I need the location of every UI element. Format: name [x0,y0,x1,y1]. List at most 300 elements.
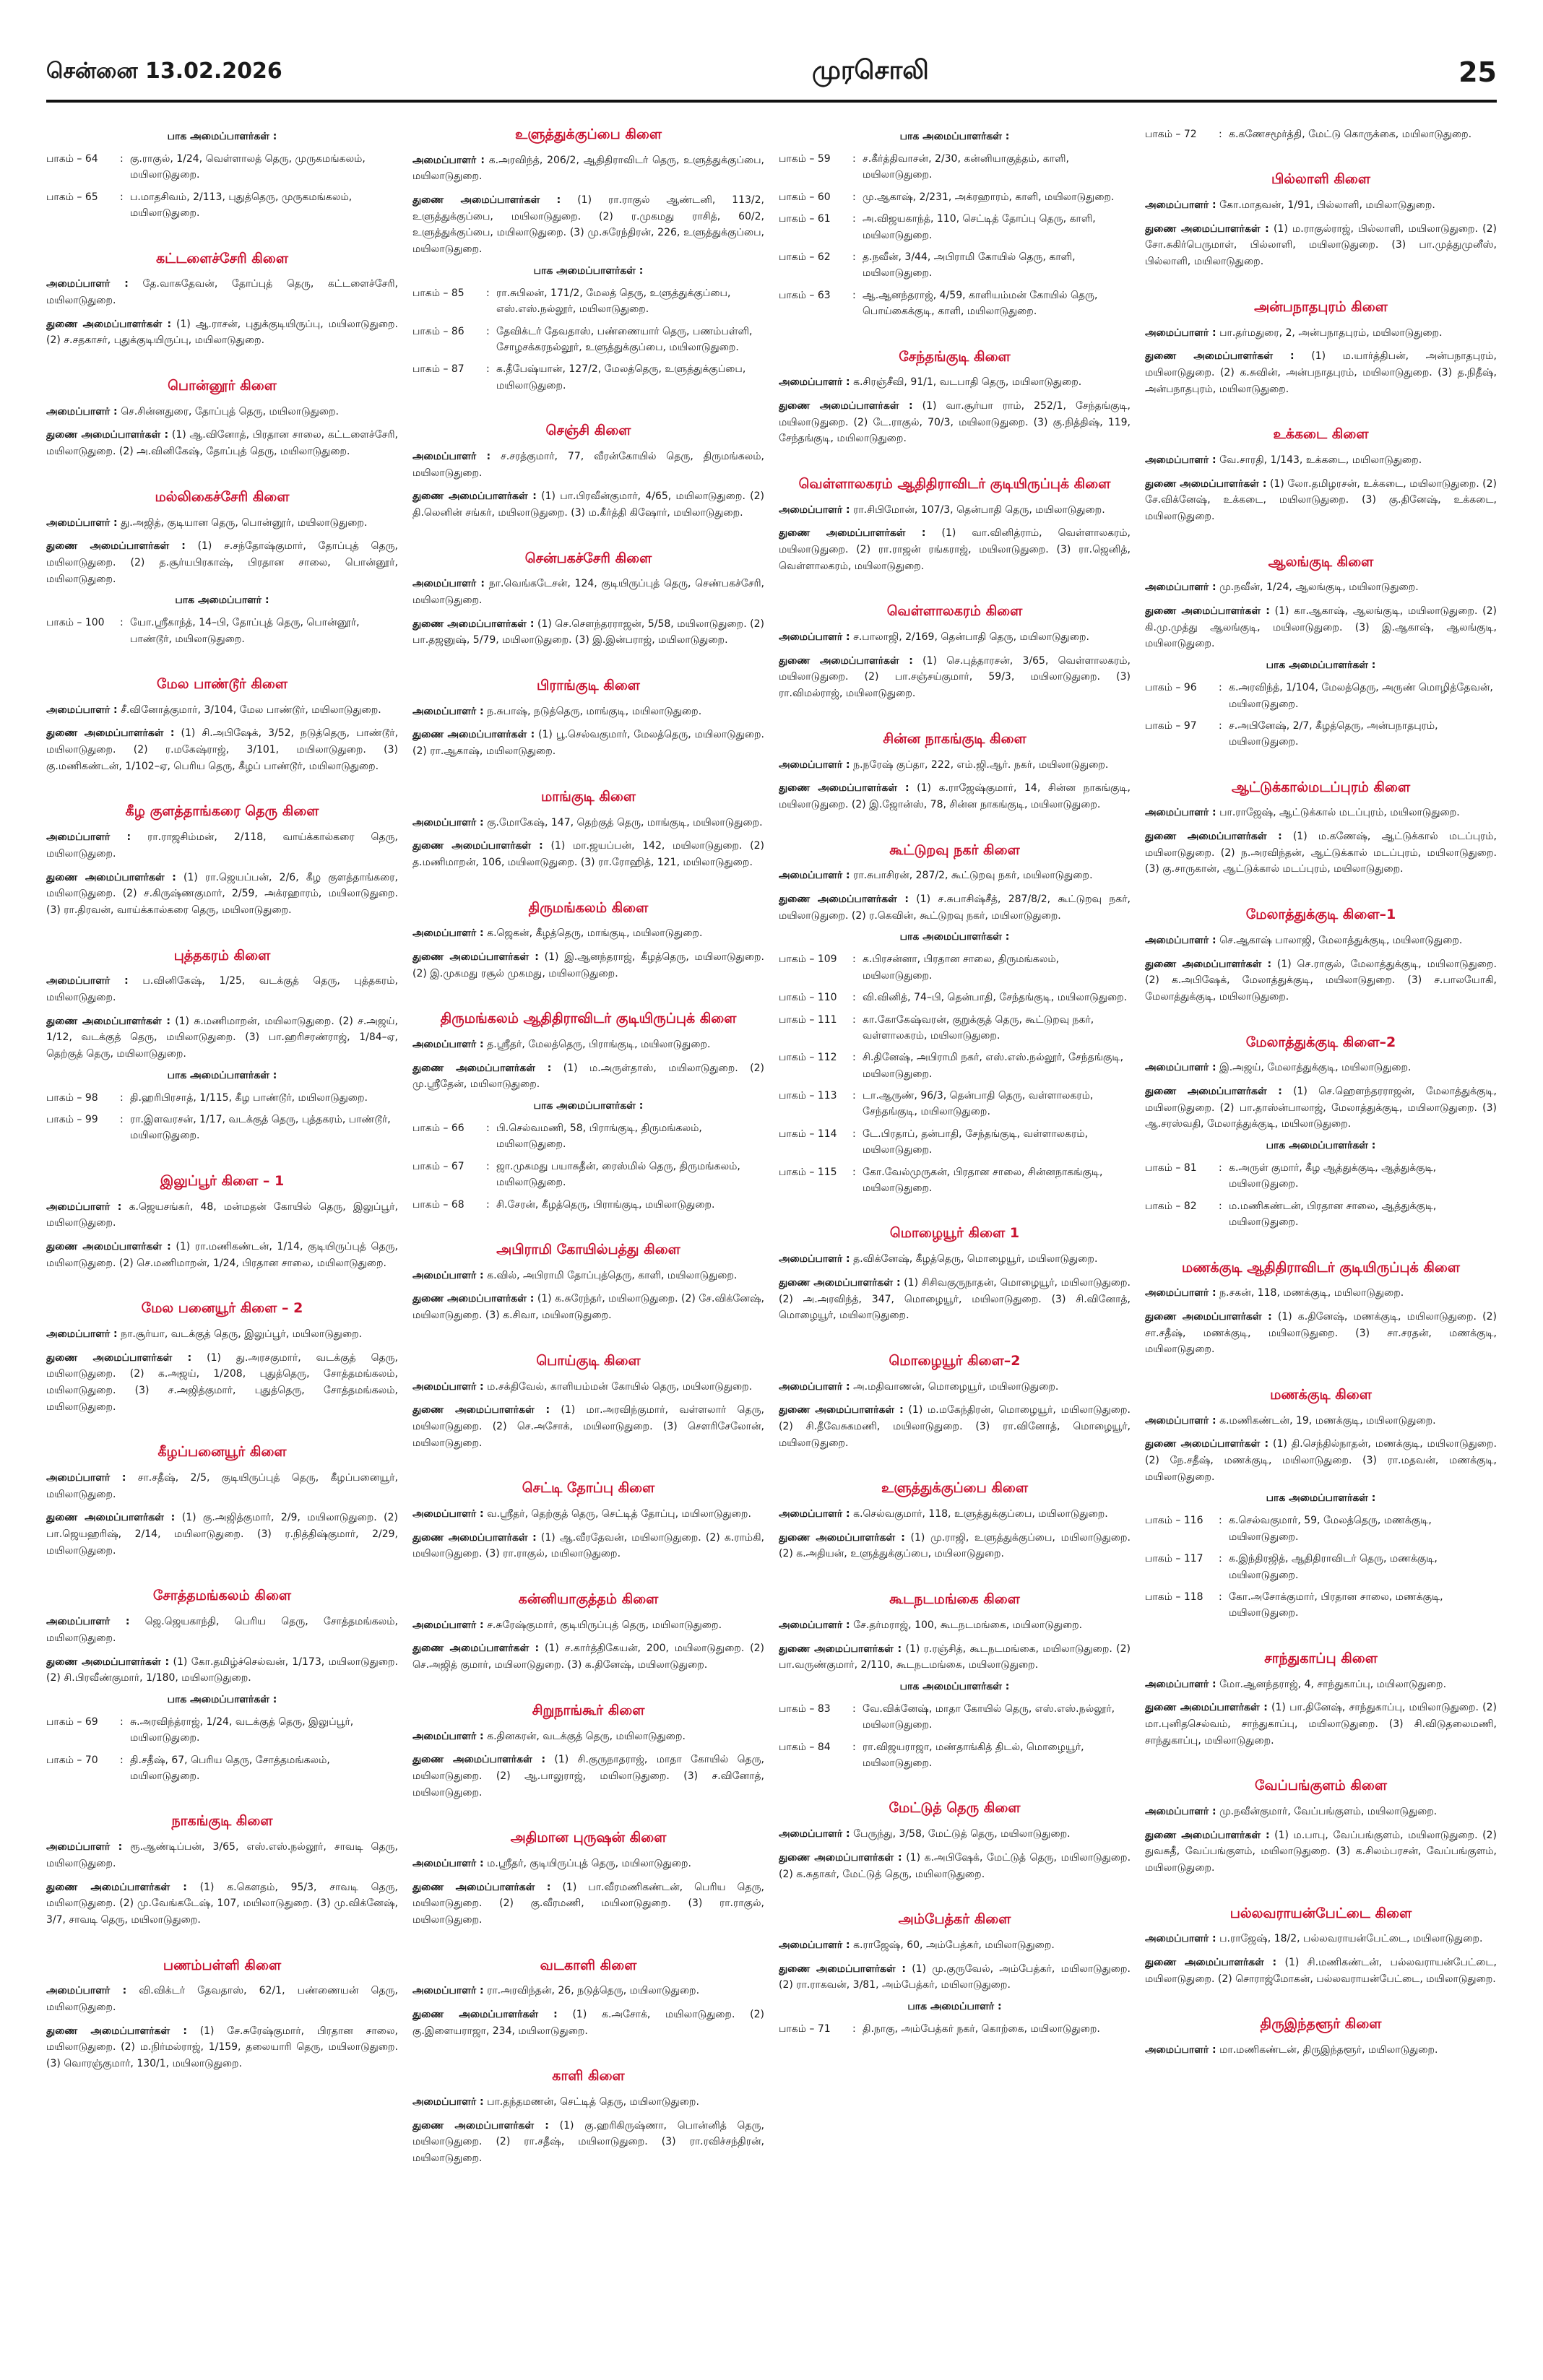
role-label: துணை அமைப்பாளர்கள் : [46,1015,170,1027]
officer-details: (1) பா.தினேஷ், சாந்துகாப்பு, மயிலாடுதுறை. (2) மா.புனிதசெல்வம், சாந்துகாப்பு, மயிலாடுதுறை. (3) சி.விடுதலைமணி, சாந்துகாப்பு, மயிலாடுதுறை. [1145,1702,1497,1747]
officer-details: (1) ம.கணேஷ், ஆட்டுக்கால் மடப்புரம், மயிலாடுதுறை. (2) ந.அரவிந்தன், ஆட்டுக்கால் மடப்புரம், மயிலாடுதுறை. (3) கு.சாருகான், ஆட்டுக்கால் மடப்புரம், மயிலாடுதுறை. [1145,831,1497,875]
booth-number: பாகம் – 62 [779,251,831,263]
officer-entry [1145,1285,1497,1302]
branch-title: மாங்குடி கிளை [540,788,636,805]
branch-block [412,1591,764,1674]
role-label: துணை அமைப்பாளர்கள் : [46,1351,192,1364]
officer-entry [779,1850,1131,1882]
branch-title: திருஇந்தளூர் கிளை [1260,2016,1382,2033]
role-label: அமைப்பாளர் : [779,631,850,644]
officer-entry [779,1402,1131,1451]
booth-number: பாகம் – 70 [46,1754,98,1766]
booth-row [412,1197,764,1213]
booth-row [779,1164,1131,1197]
branch-title: சேந்தங்குடி கிளை [899,348,1011,365]
branch-block [779,476,1131,574]
officer-entry [779,1530,1131,1562]
role-label: அமைப்பாளர் : [46,1472,126,1484]
officer-entry [46,1983,398,2015]
role-label: துணை அமைப்பாளர்கள் : [412,729,535,741]
booth-officer: ரா.இளவரசன், 1/17, வடக்குத் தெரு, புத்தகரம், பாண்டூர், மயிலாடுதுறை. [130,1114,391,1142]
booth-officer: சி.தினேஷ், அபிராமி நகர், எஸ்.எஸ்.நல்லூர், சேந்தங்குடி, மயிலாடுதுறை. [863,1052,1124,1080]
officer-entry [779,780,1131,813]
officer-entry [779,398,1131,447]
officer-entry [1145,805,1497,821]
officer-details: (1) மா.அரவிந்குமார், வள்ளலார் தெரு, மயிலாடுதுறை. (2) செ.அசோக், மயிலாடுதுறை. (3) சௌரிசேலோன், மயிலாடுதுறை. [412,1404,764,1449]
officer-entry [46,2023,398,2072]
officer-details: (1) சி.மணிகண்டன், பல்லவராயன்பேட்டை, மயிலாடுதுறை. (2) சொராஜ்மோகன், பல்லவராயன்பேட்டை, மயிலாடுதுறை. [1145,1957,1497,1985]
section-subheading: பாக அமைப்பாளர்கள் : [899,1680,1010,1692]
officer-entry [46,276,398,308]
booth-row [1145,1513,1497,1545]
officer-entry [1145,932,1497,949]
page-number: 25 [1458,56,1497,88]
branch-block [412,2068,764,2166]
role-label: அமைப்பாளர் : [779,1939,850,1951]
branch-block [1145,1778,1497,1876]
booth-number: பாகம் – 97 [1145,719,1197,732]
role-label: துணை அமைப்பாளர்கள் : [1145,477,1267,490]
row-separator: : [852,1702,856,1715]
row-separator: : [1219,682,1222,694]
officer-entry [1145,579,1497,596]
booth-number: பாகம் – 114 [779,1128,837,1140]
officer-details: (1) ரா.ராகுல் ஆண்டனி, 113/2, உளுத்துக்குப்பை, மயிலாடுதுறை. (2) ர.முகமது ராசித், 60/2, உளுத்துக்குப்பை, மயிலாடுதுறை. (3) மு.சுரேந்திரன், 226, உளுத்துக்குப்பை, மயிலாடுதுறை. [412,194,764,256]
officer-details: (1) வா.சூர்யா ராம், 252/1, சேந்தங்குடி, மயிலாடுதுறை. (2) டே.ராகுல், 70/3, மயிலாடுதுறை. (3) கு.நித்திஷ், 119, சேந்தங்குடி, மயிலாடுதுறை. [779,399,1131,445]
officer-entry [46,1239,398,1271]
booth-number: பாகம் – 85 [412,287,464,299]
booth-number: பாகம் – 64 [46,153,98,165]
role-label: அமைப்பாளர் : [1145,807,1216,819]
branch-title: பணம்பள்ளி கிளை [163,1957,282,1973]
branch-block [779,1225,1131,1323]
role-label: துணை அமைப்பாளர்கள் : [779,1851,902,1864]
officer-details: ந.சுபாஷ், நடுத்தெரு, மாங்குடி, மயிலாடுதுறை. [487,705,702,717]
role-label: துணை அமைப்பாளர்கள் : [412,1754,546,1766]
officer-entry [412,1037,764,1053]
role-label: துணை அமைப்பாளர்கள் : [1145,958,1272,970]
branch-block [412,1480,764,1562]
officer-entry [46,870,398,919]
booth-row [779,1126,1131,1159]
branch-block [46,489,398,647]
officer-details: (1) கு.அஜித்குமார், 2/9, மயிலாடுதுறை. (2) பா.ஜெயஹரிஷ், 2/14, மயிலாடுதுறை. (3) ர.நித்திஷ்குமார், 2/29, மயிலாடுதுறை. [46,1512,398,1557]
row-separator: : [852,992,856,1004]
role-label: அமைப்பாளர் : [412,1857,484,1869]
booth-officer: சு.அரவிந்த்ராஜ், 1/24, வடக்குத் தெரு, இலுப்பூர், மயிலாடுதுறை. [130,1715,354,1744]
booth-number: பாகம் – 87 [412,363,464,376]
row-separator: : [1219,129,1222,140]
officer-details: (1) பா.பிரவீன்குமார், 4/65, மயிலாடுதுறை. (2) தி.லெனின் சங்கர், மயிலாடுதுறை. (3) ம.கீர்த்தி கிஷோர், மயிலாடுதுறை. [412,490,764,519]
officer-details: (1) சி.குருநாதராஜ், மாதா கோயில் தெரு, மயிலாடுதுறை. (2) ஆ.பாலுராஜ், மயிலாடுதுறை. (3) ச.வினோத், மயிலாடுதுறை. [412,1754,764,1799]
branch-block [412,423,764,521]
officer-entry [412,449,764,481]
branch-title: மொழையூர் கிளை–2 [889,1352,1021,1369]
branch-block [1145,554,1497,750]
branch-block [779,842,1131,1197]
officer-details: ரூ.ஆண்டிப்பன், 3/65, எஸ்.எஸ்.நல்லூர், சாவடி தெரு, மயிலாடுதுறை. [46,1841,398,1869]
section-subheading: பாக அமைப்பாளர்கள் : [899,931,1010,943]
booth-row [779,1012,1131,1044]
branch-title: வடகாளி கிளை [540,1957,637,1973]
role-label: அமைப்பாளர் : [779,758,850,771]
officer-details: த.விக்னேஷ், கீழத்தெரு, மொழையூர், மயிலாடுதுறை. [853,1253,1098,1265]
role-label: துணை அமைப்பாளர்கள் : [412,2009,558,2021]
booth-officer: யோ.ஸ்ரீகாந்த், 14–பி, தோப்புத் தெரு, பொன்னூர், பாண்டூர், மயிலாடுதுறை. [130,617,360,645]
officer-details: தே.வாசுதேவன், தோப்புத் தெரு, கட்டளைச்சேரி, மயிலாடுதுறை. [46,278,398,306]
branch-block [1145,426,1497,524]
row-separator: : [120,153,124,165]
officer-entry [1145,956,1497,1005]
officer-details: க.சிரஞ்சீவி, 91/1, வடபாதி தெரு, மயிலாடுதுறை. [853,376,1082,389]
officer-entry [1145,221,1497,270]
role-label: அமைப்பாளர் : [412,816,484,828]
officer-entry [412,576,764,608]
role-label: அமைப்பாளர் : [1145,199,1216,212]
role-label: துணை அமைப்பாளர்கள் : [46,1656,170,1668]
officer-entry [412,815,764,831]
officer-details: க.வில், அபிராமி தோப்புத்தெரு, காளி, மயிலாடுதுறை. [487,1269,738,1281]
officer-details: ரா.ராஜசிம்மன், 2/118, வாய்க்கால்கரை தெரு, மயிலாடுதுறை. [46,831,398,860]
role-label: அமைப்பாளர் : [46,1985,127,1997]
branch-title: மேட்டுத் தெரு கிளை [889,1800,1021,1817]
officer-entry [46,973,398,1005]
officer-entry [1145,828,1497,878]
officer-details: பா.ராஜேஷ், ஆட்டுக்கால் மடப்புரம், மயிலாடுதுறை. [1219,807,1460,819]
officer-entry [46,725,398,774]
officer-entry [412,1617,764,1634]
branch-block [46,131,398,222]
officer-entry [779,1617,1131,1634]
booth-number: பாகம் – 99 [46,1114,98,1126]
branch-block [412,1353,764,1451]
booth-row [779,189,1131,205]
booth-officer: கு.ராகுல், 1/24, வெள்ளாலத் தெரு, முருகமங்கலம், மயிலாடுதுறை. [130,153,366,181]
officer-entry [412,1879,764,1929]
officer-details: இ.அஜய், மேலாத்துக்குடி, மயிலாடுதுறை. [1219,1062,1412,1074]
role-label: துணை அமைப்பாளர்கள் : [1145,1702,1268,1714]
officer-entry [1145,1676,1497,1693]
officer-entry [1145,1060,1497,1076]
role-label: அமைப்பாளர் : [1145,934,1216,946]
officer-entry [1145,325,1497,342]
branch-title: மேலாத்துக்குடி கிளை–1 [1245,906,1396,923]
officer-details: மோ.ஆனந்தராஜ், 4, சாந்துகாப்பு, மயிலாடுதுறை. [1219,1678,1447,1690]
role-label: அமைப்பாளர் : [1145,1414,1216,1427]
officer-details: ப.ராஜேஷ், 18/2, பல்லவராயன்பேட்டை, மயிலாடுதுறை. [1219,1933,1483,1945]
role-label: அமைப்பாளர் : [412,705,484,717]
branch-block [46,1813,398,1928]
branch-title: சோத்தமங்கலம் கிளை [152,1588,292,1604]
row-separator: : [120,191,124,203]
booth-row [779,211,1131,243]
masthead [46,51,1497,94]
branch-block [779,1800,1131,1882]
role-label: அமைப்பாளர் : [779,1828,850,1840]
role-label: துணை அமைப்பாளர்கள் : [46,871,176,883]
officer-details: பேருந்து, 3/58, மேட்டுத் தெரு, மயிலாடுதுறை. [853,1828,1071,1840]
officer-details: க.ஜெயசங்கர், 48, மன்மதன் கோயில் தெரு, இலுப்பூர், மயிலாடுதுறை. [46,1200,398,1229]
officer-details: (1) தி.செந்தில்நாதன், மணக்குடி, மயிலாடுதுறை. (2) நே.சதீஷ், மணக்குடி, மயிலாடுதுறை. (3) ரா.மதவன், மணக்குடி, மயிலாடுதுறை. [1145,1438,1497,1483]
booth-row [1145,126,1497,142]
role-label: துணை அமைப்பாளர்கள் : [412,951,539,963]
booth-number: பாகம் – 116 [1145,1515,1203,1527]
role-label: அமைப்பாளர் : [412,1730,484,1742]
officer-entry [779,525,1131,574]
booth-officer: க.இந்திரஜித், ஆதிதிராவிடர் தெரு, மணக்குடி, மயிலாடுதுறை. [1229,1553,1438,1581]
row-separator: : [486,363,490,376]
branch-block [1145,779,1497,878]
branch-block [779,1480,1131,1562]
officer-entry [412,1640,764,1673]
booth-officer: க.பிரசன்னா, பிரதான சாலை, திருமங்கலம், மயிலாடுதுறை. [863,953,1060,982]
role-label: அமைப்பாளர் : [412,578,485,590]
officer-details: (1) ஆ.வினோத், பிரதான சாலை, கட்டளைச்சேரி, மயிலாடுதுறை. (2) அ.வினிகேஷ், தோப்புத் தெரு, மயிலாடுதுறை. [46,429,398,458]
section-subheading: பாக அமைப்பாளர்கள் : [167,131,277,142]
officer-entry [412,1728,764,1745]
booth-number: பாகம் – 111 [779,1013,837,1026]
newspaper-name: முரசொலி [811,56,929,85]
officer-entry [1145,2042,1497,2059]
branch-block [46,676,398,774]
booth-number: பாகம் – 60 [779,191,831,203]
booth-officer: க.அருள் குமார், கீழ ஆத்துக்குடி, ஆத்துக்குடி, மயிலாடுதுறை. [1229,1162,1437,1190]
officer-entry [412,1291,764,1323]
officer-entry [412,152,764,185]
branch-title: மணக்குடி ஆதிதிராவிடர் குடியிருப்புக் கிளை [1181,1259,1461,1276]
role-label: துணை அமைப்பாளர்கள் : [412,2119,549,2132]
officer-details: (1) க.அசோக், மயிலாடுதுறை. (2) கு.இளையராஜா, 234, மயிலாடுதுறை. [412,2009,764,2037]
booth-row [779,1050,1131,1082]
booth-row [1145,680,1497,712]
officer-entry [412,925,764,942]
officer-entry [779,1961,1131,1994]
booth-number: பாகம் – 86 [412,325,464,337]
officer-entry [46,1470,398,1502]
officer-details: ச.சுரேஷ்குமார், குடியிருப்புத் தெரு, மயிலாடுதுறை. [487,1619,722,1631]
officer-details: ம.சக்திவேல், காளியம்மன் கோயில் தெரு, மயிலாடுதுறை. [487,1380,753,1393]
row-separator: : [852,191,856,203]
officer-details: சா.சதீஷ், 2/5, குடியிருப்புத் தெரு, கீழப்பனையூர், மயிலாடுதுறை. [46,1472,398,1500]
officer-details: (1) சி.அபிஷேக், 3/52, நடுத்தெரு, பாண்டூர், மயிலாடுதுறை. (2) ர.மகேஷ்ராஜ், 3/101, மயிலாடுதுறை. (3) கு.மணிகண்டன், 1/102–ஏ, பெரிய தெரு, கீழப் பாண்டூர், மயிலாடுதுறை. [46,727,398,772]
officer-details: பா.தர்மதுரை, 2, அன்பநாதபுரம், மயிலாடுதுறை. [1219,326,1443,339]
branch-block [46,803,398,918]
row-separator: : [852,1741,856,1753]
branch-title: பிராங்குடி கிளை [537,678,640,693]
booth-row [46,189,398,222]
booth-number: பாகம் – 66 [412,1122,464,1135]
booth-officer: ச.கீர்த்திவாசன், 2/30, கன்னியாகுத்தம், காளி, மயிலாடுதுறை. [863,153,1069,181]
officer-details: (1) ரா.மணிகண்டன், 1/14, குடியிருப்புத் தெரு, மயிலாடுதுறை. (2) செ.மணிமாறன், 1/24, பிரதான சாலை, மயிலாடுதுறை. [46,1240,398,1269]
officer-details: (1) பூ.செல்வகுமார், மேலத்தெரு, மயிலாடுதுறை. (2) ரா.ஆகாஷ், மயிலாடுதுறை. [412,729,764,758]
branch-block [779,1353,1131,1451]
branch-title: கூடநடமங்கை கிளை [889,1591,1020,1608]
booth-officer: கா.கோகேஷ்வரன், குறுக்குத் தெரு, கூட்டுறவு நகர், வள்ளாலகரம், மயிலாடுதுறை. [863,1013,1094,1042]
booth-number: பாகம் – 113 [779,1090,837,1102]
officer-entry [412,704,764,720]
branch-title: மொழையூர் கிளை 1 [889,1225,1020,1242]
role-label: துணை அமைப்பாளர்கள் : [46,429,169,441]
branch-title: உக்கடை கிளை [1273,426,1369,443]
officer-details: க.செல்வகுமார், 118, உளுத்துக்குப்பை, மயிலாடுதுறை. [853,1508,1108,1520]
role-label: அமைப்பாளர் : [46,1841,123,1853]
branch-title: நாகங்குடி கிளை [171,1813,273,1830]
role-label: அமைப்பாளர் : [1145,581,1216,594]
officer-details: (1) ம.மகேந்திரன், மொழையூர், மயிலாடுதுறை. (2) சி.தீவேசுகமணி, மயிலாடுதுறை. (3) ரா.வினோத், மொழையூர், மயிலாடுதுறை. [779,1404,1131,1449]
officer-details: (1) செ.புத்தாரசன், 3/65, வெள்ளாலகரம், மயிலாடுதுறை. (2) பா.சஞ்சய்குமார், 59/3, மயிலாடுதுறை. (3) ரா.விமல்ராஜ், மயிலாடுதுறை. [779,654,1131,700]
row-separator: : [852,1013,856,1026]
role-label: அமைப்பாளர் : [46,278,129,290]
booth-officer: தேவிக்டர் தேவதாஸ், பண்ணையார் தெரு, பணம்பள்ளி, சோழசக்கரநல்லூர், உளுத்துக்குப்பை, மயிலாடுதுறை. [496,325,753,353]
booth-row [1145,1551,1497,1583]
role-label: துணை அமைப்பாளர்கள் : [779,1404,904,1416]
role-label: அமைப்பாளர் : [412,1619,484,1631]
officer-entry [1145,1436,1497,1485]
role-label: துணை அமைப்பாளர்கள் : [412,1531,537,1544]
booth-row [779,1701,1131,1734]
booth-row [779,1739,1131,1772]
branch-title: வெள்ளாலகரம் கிளை [886,603,1023,620]
role-label: துணை அமைப்பாளர்கள் : [46,1512,176,1524]
booth-row [46,1714,398,1747]
officer-entry [46,1350,398,1416]
officer-details: (1) து.அரசகுமார், வடக்குத் தெரு, மயிலாடுதுறை. (2) க.அஜய், 1/208, புதுத்தெரு, சோத்தமங்கலம், மயிலாடுதுறை. (3) ச.அஜித்குமார், புதுத்தெரு, சோத்தமங்கலம், மயிலாடுதுறை. [46,1351,398,1413]
section-subheading: பாக அமைப்பாளர்கள் : [533,1100,644,1112]
role-label: அமைப்பாளர் : [412,927,484,940]
officer-entry [46,1199,398,1232]
column-1 [46,126,398,2351]
branch-block [779,349,1131,447]
booth-number: பாகம் – 115 [779,1166,837,1178]
branch-title: மேல பனையூர் கிளை – 2 [141,1300,303,1317]
branch-title: காளி கிளை [552,2068,625,2085]
branch-title: அம்பேத்கர் கிளை [898,1911,1011,1928]
booth-row [412,1159,764,1191]
branch-title: பொன்னூர் கிளை [168,378,277,394]
branch-block [1145,906,1497,1005]
booth-row [779,1088,1131,1120]
booth-row [1145,718,1497,750]
booth-row [779,249,1131,282]
booth-number: பாகம் – 82 [1145,1200,1197,1212]
officer-details: பா.தந்தமணன், செட்டித் தெரு, மயிலாடுதுறை. [487,2096,699,2108]
branch-title: சென்பகச்சேரி கிளை [524,550,652,566]
booth-officer: அ.விஜயகாந்த், 110, செட்டித் தோப்பு தெரு, காளி, மயிலாடுதுறை. [863,213,1096,241]
officer-details: க.ஜெகன், கீழத்தெரு, மாங்குடி, மயிலாடுதுறை. [487,927,703,940]
role-label: துணை அமைப்பாளர்கள் : [46,318,172,330]
branch-title: ஆட்டுக்கால்மடப்புரம் கிளை [1231,779,1411,795]
booth-row [46,1090,398,1106]
booth-number: பாகம் – 61 [779,213,831,225]
role-label: அமைப்பாளர் : [412,1507,484,1520]
role-label: அமைப்பாளர் : [1145,1062,1216,1074]
role-label: துணை அமைப்பாளர்கள் : [779,782,909,795]
row-separator: : [1219,1515,1222,1527]
branch-block [412,900,764,982]
role-label: அமைப்பாளர் : [779,1253,850,1265]
officer-details: செ.ஆகாஷ் பாலாஜி, மேலாத்துக்குடி, மயிலாடுதுறை. [1219,934,1463,946]
officer-entry [412,192,764,258]
officer-details: வே.சாரதி, 1/143, உக்கடை, மயிலாடுதுறை. [1219,454,1422,467]
row-separator: : [852,289,856,301]
role-label: துணை அமைப்பாளர்கள் : [1145,1957,1277,1969]
officer-details: (1) ஆ.வீரதேவன், மயிலாடுதுறை. (2) க.ராம்கி, மயிலாடுதுறை. (3) ரா.ராகுல், மயிலாடுதுறை. [412,1531,764,1560]
booth-row [46,615,398,647]
booth-officer: ரா.விஜயராஜா, மண்தாங்கித் திடல், மொழையூர், மயிலாடுதுறை. [863,1741,1084,1770]
section-subheading: பாக அமைப்பாளர்கள் : [1266,1492,1376,1505]
booth-officer: க.அரவிந்த், 1/104, மேலத்தெரு, அருண் மொழித்தேவன், மயிலாடுதுறை. [1229,682,1493,710]
role-label: துணை அமைப்பாளர்கள் : [779,1276,901,1289]
row-separator: : [120,1715,124,1728]
officer-entry [779,374,1131,391]
officer-entry [779,757,1131,774]
officer-entry [412,616,764,649]
role-label: அமைப்பாளர் : [46,831,131,844]
officer-details: (1) க.ராஜேஷ்குமார், 14, சின்ன நாகங்குடி, மயிலாடுதுறை. (2) இ.ஜோன்ஸ், 78, சின்ன நாகங்குடி, மயிலாடுதுறை. [779,782,1131,810]
officer-entry [46,1879,398,1929]
officer-entry [1145,1413,1497,1429]
officer-entry [412,2118,764,2167]
role-label: அமைப்பாளர் : [412,1985,484,1997]
booth-number: பாகம் – 67 [412,1160,464,1172]
role-label: துணை அமைப்பாளர்கள் : [412,1404,550,1416]
officer-details: (1) க.சுரேந்தர், மயிலாடுதுறை. (2) சே.விக்னேஷ், மயிலாடுதுறை. (3) க.சிவா, மயிலாடுதுறை. [412,1293,764,1322]
officer-details: மா.மணிகண்டன், திருஇந்தளூர், மயிலாடுதுறை. [1219,2044,1438,2056]
officer-entry [1145,1700,1497,1749]
officer-entry [1145,603,1497,652]
officer-details: ரா.சுபாசிரன், 287/2, கூட்டுறவு நகர், மயிலாடுதுறை. [853,870,1093,882]
officer-details: (1) ம.அருள்தாஸ், மயிலாடுதுறை. (2) மு.ஸ்ரீதேன், மயிலாடுதுறை. [412,1062,764,1091]
role-label: அமைப்பாளர் : [412,1380,484,1393]
officer-details: (1) ம.பாபு, வேப்பங்குளம், மயிலாடுதுறை. (2) துவசுதீ, வேப்பங்குளம், மயிலாடுதுறை. (3) க.சிலம்பரசன், வேப்பங்குளம், மயிலாடுதுறை. [1145,1829,1497,1874]
branch-block [1145,1387,1497,1622]
role-label: துணை அமைப்பாளர்கள் : [412,194,561,207]
role-label: அமைப்பாளர் : [779,1508,850,1520]
officer-details: (1) செ.ராகுல், மேலாத்துக்குடி, மயிலாடுதுறை. (2) க.அபிஷேக், மேலாத்துக்குடி, மயிலாடுதுறை. (3) ச.பாலயோகி, மேலாத்துக்குடி, மயிலாடுதுறை. [1145,958,1497,1003]
branch-block [1145,126,1497,142]
branch-block [779,731,1131,813]
role-label: துணை அமைப்பாளர்கள் : [412,1062,552,1074]
officer-entry [779,1379,1131,1395]
branch-block [412,678,764,760]
branch-title: புத்தகரம் கிளை [173,947,271,964]
booth-officer: க.செல்வகுமார், 59, மேலத்தெரு, மணக்குடி, மயிலாடுதுறை. [1229,1515,1432,1543]
officer-details: நா.வெங்கடேசன், 124, குடியிருப்புத் தெரு, செண்பகச்சேரி, மயிலாடுதுறை. [412,578,764,606]
row-separator: : [852,251,856,263]
role-label: அமைப்பாளர் : [779,1619,850,1631]
booth-officer: ச.அபினேஷ், 2/7, கீழத்தெரு, அன்பநாதபுரம், மயிலாடுதுறை. [1229,719,1438,748]
officer-entry [1145,452,1497,469]
section-subheading: பாக அமைப்பாளர்கள் : [1266,659,1376,672]
officer-details: (1) கு.ஹரிகிருஷ்ணா, பொன்னித் தெரு, மயிலாடுதுறை. (2) ரா.சதீஷ், மயிலாடுதுறை. (3) ரா.ரவிச்சந்திரன், மயிலாடுதுறை. [412,2119,764,2165]
officer-entry [46,538,398,587]
role-label: அமைப்பாளர் : [46,975,129,987]
branch-title: உளுத்துக்குப்பை கிளை [881,1480,1029,1497]
branch-block [46,1444,398,1559]
section-subheading: பாக அமைப்பாளர்கள் : [1266,1140,1376,1152]
officer-details: (1) க.தினேஷ், மணக்குடி, மயிலாடுதுறை. (2) சா.சதீஷ், மணக்குடி, மயிலாடுதுறை. (3) சா.சரதன், மணக்குடி, மயிலாடுதுறை. [1145,1311,1497,1356]
booth-officer: க.கணேசமூர்த்தி, மேட்டு கொருக்கை, மயிலாடுதுறை. [1229,129,1472,140]
officer-details: (1) மு.ராஜி, உளுத்துக்குப்பை, மயிலாடுதுறை. (2) க.அதியன், உளுத்துக்குப்பை, மயிலாடுதுறை. [779,1531,1131,1560]
booth-officer: ப.மாதசிவம், 2/113, புதுத்தெரு, முருகமங்கலம், மயிலாடுதுறை. [130,191,353,220]
branch-title: பல்லவராயன்பேட்டை கிளை [1229,1905,1412,1921]
booth-number: பாகம் – 83 [779,1702,831,1715]
officer-entry [412,1402,764,1451]
branch-block [46,1957,398,2072]
branch-title: இலுப்பூர் கிளை – 1 [160,1172,285,1189]
row-separator: : [1219,1553,1222,1565]
officer-entry [412,1983,764,1999]
